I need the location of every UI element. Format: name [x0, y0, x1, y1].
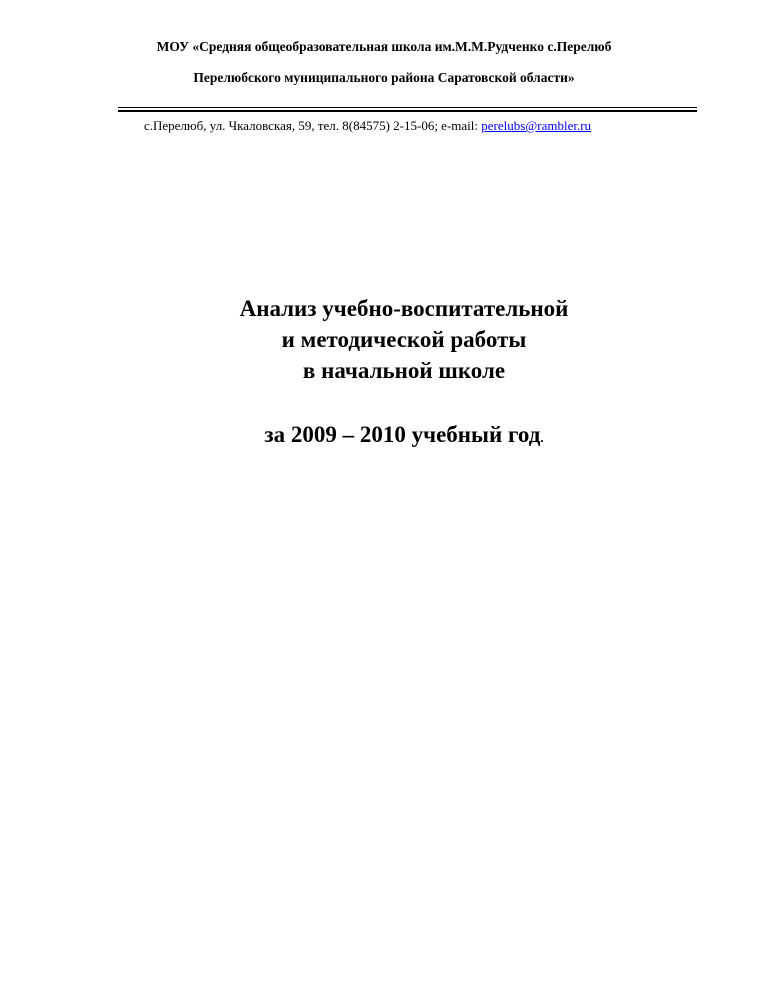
email-link[interactable]: perelubs@rambler.ru: [481, 118, 592, 133]
document-title-line-1: Анализ учебно-воспитательной: [239, 296, 569, 321]
school-name-line-1: МОУ «Средняя общеобразовательная школа им.М.М.Рудченко с.Перелюб: [156, 39, 612, 54]
school-name-line-2: Перелюбского муниципального района Саратовской области»: [193, 70, 575, 85]
document-title-line-3: в начальной школе: [302, 358, 506, 383]
header-divider-thick: [118, 110, 697, 112]
address-text: с.Перелюб, ул. Чкаловская, 59, тел. 8(84575) 2-15-06; e-mail:: [144, 118, 482, 133]
academic-year-text: за 2009 – 2010 учебный год: [264, 422, 541, 447]
contact-info: [144, 118, 591, 134]
document-title-line-2: и методической работы: [281, 327, 527, 352]
academic-year-line: [0, 422, 768, 448]
academic-year-period: .: [540, 430, 544, 445]
header-divider-thin: [118, 107, 697, 108]
